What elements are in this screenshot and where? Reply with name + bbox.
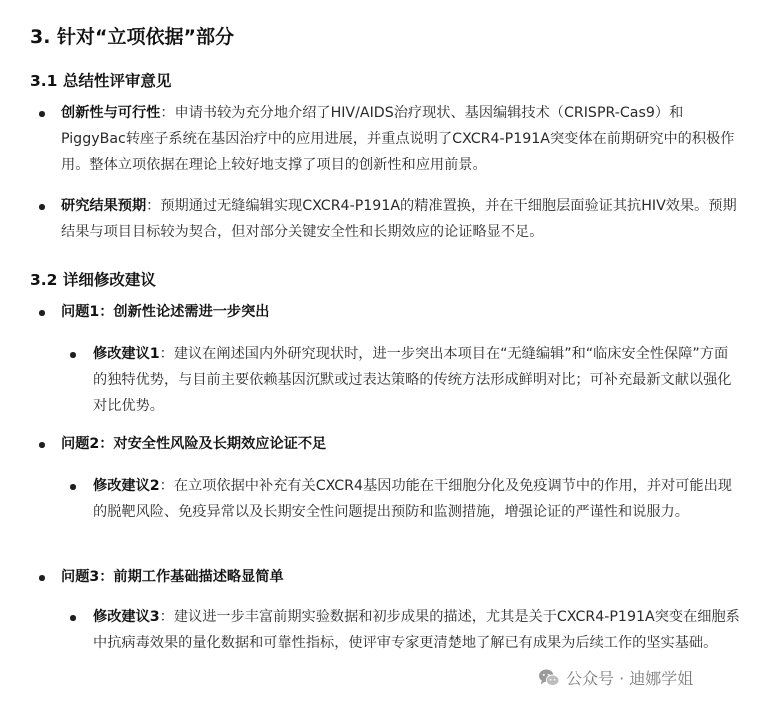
item-label: 创新性与可行性 [61,105,161,121]
suggestion-text: ：建议在阐述国内外研究现状时，进一步突出本项目在“无缝编辑”和“临床安全性保障”方面的独特优势，与目前主要依赖基因沉默或过表达策略的传统方法形成鲜明对比；可补充最新文献以强化对比优势。 [93,346,732,414]
watermark-text: 公众号 · 迪娜学姐 [566,669,694,688]
suggestion-item [93,604,741,656]
suggestion-item [93,341,741,419]
suggestion-label: 修改建议3 [93,609,160,625]
suggestion-text: ：在立项依据中补充有关CXCR4基因功能在干细胞分化及免疫调节中的作用，并对可能出现的脱靶风险、免疫异常以及长期安全性问题提出预防和监测措施，增强论证的严谨性和说服力。 [93,478,732,520]
list-item [61,100,741,178]
item-text: ：申请书较为充分地介绍了HIV/AIDS治疗现状、基因编辑技术（CRISPR-Cas9）和PiggyBac转座子系统在基因治疗中的应用进展，并重点说明了CXCR4-P191A突变体在前期研究中的积极作用。整体立项依据在理论上较好地支撑了项目的创新性和应用前景。 [61,105,735,173]
subsection-title-suggestions: 3.2 详细修改建议 [30,271,156,289]
section-title: 3. 针对“立项依据”部分 [30,26,235,48]
bullet-icon [70,352,76,358]
subsection-title-summary: 3.1 总结性评审意见 [30,72,172,90]
bullet-icon [39,575,45,581]
problem-heading: 问题1：创新性论述需进一步突出 [61,299,741,325]
suggestion-text: ：建议进一步丰富前期实验数据和初步成果的描述，尤其是关于CXCR4-P191A突变在细胞系中抗病毒效果的量化数据和可靠性指标，使评审专家更清楚地了解已有成果为后续工作的坚实基础。 [93,609,740,651]
bullet-icon [70,484,76,490]
item-label: 研究结果预期 [61,198,147,214]
problem-heading: 问题3：前期工作基础描述略显简单 [61,564,741,590]
bullet-icon [39,442,45,448]
suggestion-label: 修改建议2 [93,478,160,494]
item-text: ：预期通过无缝编辑实现CXCR4-P191A的精准置换，并在干细胞层面验证其抗HIV效果。预期结果与项目目标较为契合，但对部分关键安全性和长期效应的论证略显不足。 [61,198,737,240]
wechat-icon [538,668,560,688]
bullet-icon [39,111,45,117]
bullet-icon [39,204,45,210]
problem-heading: 问题2：对安全性风险及长期效应论证不足 [61,431,741,457]
suggestion-label: 修改建议1 [93,346,160,362]
suggestion-item [93,473,741,525]
bullet-icon [39,310,45,316]
list-item [61,193,741,245]
watermark [538,666,693,689]
bullet-icon [70,615,76,621]
